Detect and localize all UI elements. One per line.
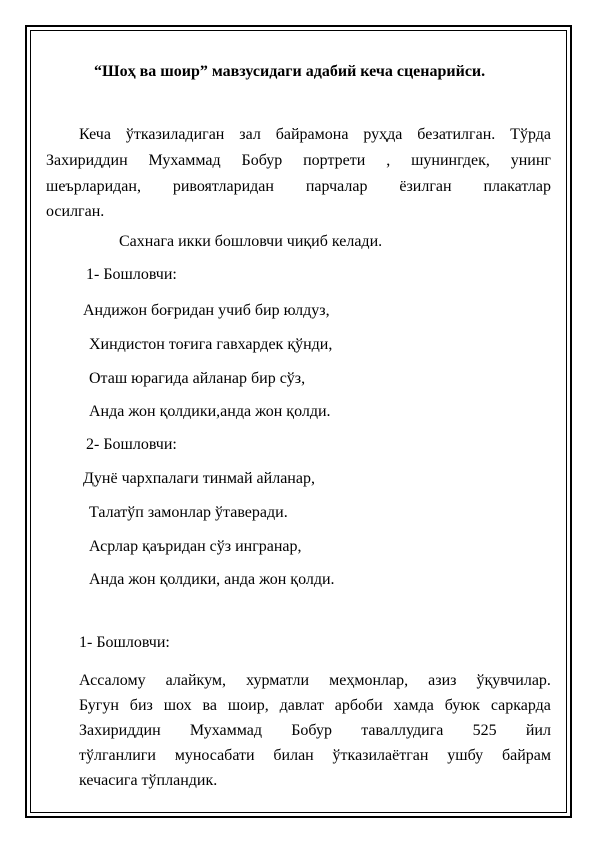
greeting-line-2: Бугун биз шох ва шоир, давлат арбоби хамда буюк саркарда bbox=[79, 697, 551, 714]
intro-line-3: шеърларидан, ривоятларидан парчалар ёзилган плакатлар bbox=[46, 178, 551, 195]
page-border-inner bbox=[30, 30, 567, 813]
stage-direction: Сахнага икки бошловчи чиқиб келади. bbox=[119, 233, 383, 250]
intro-line-1: Кеча ўтказиладиган зал байрамона руҳда безатилган. Тўрда bbox=[79, 126, 551, 143]
poem2-line-3: Асрлар қаъридан сўз ингранар, bbox=[89, 538, 302, 555]
poem1-line-1: Андижон боғридан учиб бир юлдуз, bbox=[83, 302, 330, 319]
poem1-line-4: Анда жон қолдики,анда жон қолди. bbox=[89, 403, 331, 420]
poem2-line-4: Анда жон қолдики, анда жон қолди. bbox=[89, 571, 335, 588]
greeting-line-1: Ассалому алайкум, хурматли меҳмонлар, азиз ўқувчилар. bbox=[79, 672, 551, 689]
greeting-line-4: тўлганлиги муносабати билан ўтказилаётган ушбу байрам bbox=[79, 747, 551, 764]
intro-line-2: Захириддин Мухаммад Бобур портрети , шунингдек, унинг bbox=[46, 152, 551, 169]
greeting-line-5: кечасига тўпландик. bbox=[79, 772, 218, 789]
speaker-label-1: 1- Бошловчи: bbox=[86, 266, 177, 283]
poem2-line-2: Талатўп замонлар ўтаверади. bbox=[89, 504, 288, 521]
speaker-label-3: 1- Бошловчи: bbox=[79, 634, 170, 651]
poem2-line-1: Дунё чархпалаги тинмай айланар, bbox=[83, 470, 315, 487]
greeting-line-3: Захириддин Мухаммад Бобур таваллудига 525 йил bbox=[79, 722, 551, 739]
poem1-line-3: Оташ юрагида айланар бир сўз, bbox=[89, 370, 306, 387]
document-title: “Шоҳ ва шоир” мавзусидаги адабий кеча сценарийси. bbox=[94, 63, 486, 80]
intro-line-4: осилган. bbox=[46, 203, 105, 220]
poem1-line-2: Хиндистон тоғига гавхардек қўнди, bbox=[89, 336, 333, 353]
speaker-label-2: 2- Бошловчи: bbox=[86, 436, 177, 453]
